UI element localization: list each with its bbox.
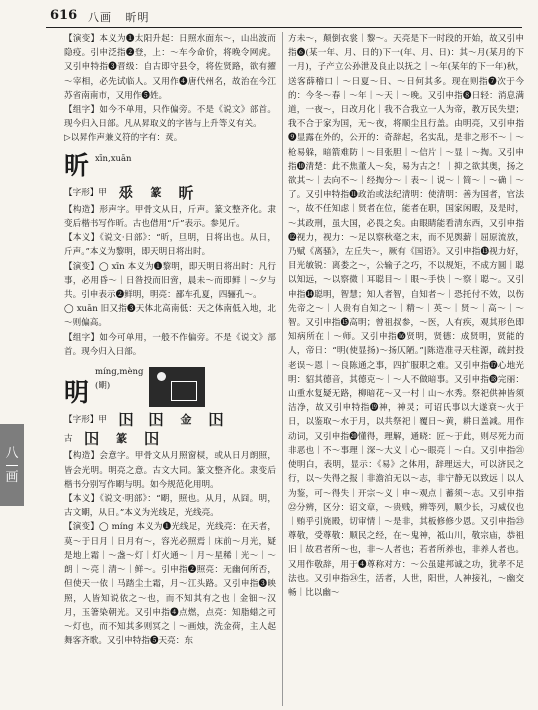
seal-glyph: 昕 (178, 183, 194, 202)
pinyin: xīn,xuān (95, 153, 132, 164)
seal-glyph: 𡆥 (144, 430, 160, 449)
glyph-label: 【字形】甲 (64, 187, 107, 198)
entry-para: 【构造】形声字。甲骨文从日，斤声。篆文整齐化。隶变后楷书写作昕。古也借用“斤”表示。参见斤。 (64, 204, 276, 230)
entry-head-ming (64, 365, 276, 407)
glyph-row (64, 184, 276, 202)
pinyin-text: míng,mèng (95, 367, 144, 378)
headword: 明 (64, 378, 90, 408)
entry-para: 【演变】◯ míng 本义为❶光线足，光线亮：在天者，莫～于日月｜日月有～，容光必照焉｜床前～月光，疑是地上霜｜～盏～灯｜灯火通～｜月～星稀｜光～｜～朗｜～亮｜清～｜鲜～。引申指❷照亮：无幽何所否，但使天一依｜马踏尘土霜，月～江头路。又引申指❸映照，人皆知说依之～也，而不知其有之也｜金钿～汉月，玉箸染朝光。又引申指❹点燃，点亮：知脂蜡之可～灯也，而不知其多则冥之｜～画烛，洗金荷，主人起舞客齐歌。又引申特指❺天亮：东 (64, 522, 276, 647)
glyph-row (64, 411, 276, 429)
pinyin (95, 365, 143, 393)
bronze-glyph: 𡆥 (208, 411, 224, 430)
section-tab-char-1: 八 (5, 445, 19, 461)
seal-label: 篆 (116, 432, 128, 446)
continuation-para: 【组字】如今不单用，只作偏旁。不是《说文》部首。现今归入日部。凡从昇取义的字皆与上升等义有关。 (64, 105, 276, 130)
ancient-glyph: 𡆥 (84, 430, 100, 449)
glyph-label: 古 (64, 434, 73, 445)
glyph-label: 【字形】甲 (64, 415, 107, 426)
variant-form: (朙) (95, 381, 111, 392)
column-divider (282, 32, 283, 706)
glyph-row (64, 430, 276, 448)
oracle-glyph: 𡆥 (118, 411, 134, 430)
entry-para: 【本义】《说文·明部》：“朙，照也。从月，从囧。明，古文朙，从日。”本义为光线足，光线亮。 (64, 494, 276, 519)
headword: 昕 (64, 150, 90, 180)
header-section-label: 八画 (88, 11, 112, 24)
header-entries: 昕明 (125, 11, 150, 24)
illustration-image (149, 367, 205, 407)
section-tab-char-2: 画 (5, 469, 19, 485)
section-tab[interactable] (0, 424, 24, 506)
right-column (288, 32, 524, 600)
bronze-label: 金 (180, 413, 192, 427)
continuation-para: 【演变】本义为❶太阳升起：日照水面东～，山出波而隐疫。引申泛指❷登，上：～车今命价，将晚令网虎。又引申特指❸晋级：自古即守县令，将佐贤路，欲有擢～宰相，必先试临人。又用作❹唐代州名，故治在今江苏省南南市，又用作❺姓。 (64, 34, 276, 101)
window-icon (171, 381, 197, 401)
entry-para: 方未～，颠倒衣裳｜黎～。天亮是下一时段的开始，故又引申指❻(某一年、月、日的)下一(年、月、日)：其～月(某月的下一月)，子产立公孙泄及良止以抚之｜～年(某年的下一年)秋，送客薛稽口｜～日夏～日、～日何其多。现在则指❼次于今的：今冬～春｜～年｜～天｜～晚。又引申指❽日轻：消息满道，一夜～，日改月化｜我不合我立一人为帝，教万民失望；我不合于家为国，无～夜，将顺尘且行盖。由明亮，又引申指❾显露在外的，公开的：奇辞起，名实乱，是非之形不～｜～枪易躲，暗箭难防｜～目张胆｜～信片｜～显｜～掏。又引申指❿清楚：此不焦董人～矣，易为古之！｜抑之欲其奥，扬之欲其～｜去向不～｜经掏分～｜表～｜说～｜简～｜～确｜～了。又引申特指⓫政治或法纪清明：使清明：善为国者，官法～，故不任知虑｜贤者在位，能者在职，国家闲暇，及是时，～其政刑，虽大国，必畏之矣。由眼睛能看清东西，又引申指⓬视力，视力：～足以察秋毫之末，而不见舆薪｜屈原流放，乃赋《离骚》，左丘失～，厥有《国语》。又引申指⓭视力好，目光敏锐：离娄之～，公输子之巧，不以规矩，不成方圆｜聪以知远，～以察微｜耳聪目～｜眼～手快｜～察｜聪～。又引申指⓮聪明，智慧；知人者智，自知者～｜恐托付不效，以伤先帝之～｜人贵有自知之～｜精～｜英～｜贤～｜高～｜～智。又引申指⓯高明；曾祖叔参，～医，人有疾，观其形色即知病所在｜～师。又引申指⓰贤明，贤德：成贤明，贤能的人，帝日：“明(使显扬)～扬仄陋。”|陈造准寻天柱源，疏封投老误～恩｜～良陈通之事，四扩服职之难。又引申指⓱心地光明：貂其德音，其德克～｜～人不做暗事。又引申指⓲完丽：山重水复疑无路，柳暗花～又一村｜山～水秀。祭祀供神皆须洁净，故又引申特指⓳神，神灵；可诏氏事以大遂衰～火于日，以鉴取～水于月，以共祭祀｜覆日～黄，耕日盖减。用作动词，又引申指⓴懂得，理解，通晓：匠～于此，则尽死力而非恶也｜不～事理｜深～大义｜心～眼亮｜～白。又引申指㉑使明白，表明，显示：《易》之体用，辞理远大，可以济民之行，以～失得之报｜非澹泊无以～志，非宁静无以致远｜以人为鉴，可～得失｜开宗～义｜申～观点｜蓄须～志。又引申指㉒分辨，区分：诏文章，～贵贱，辨等列，顺少长，习威仪也｜贿乎引旄殿，切审情｜～是非，其板修修少恩。又引申指㉓尊敬，受尊敬：顺民之经，在～鬼神，祗山川，敬宗庙，恭祖旧｜故君者所～也，非～人者也；若者所养也，非养人者也。又用作敬辞，用于❹尊称对方：～公虽建邦诚之功，犹孝不足法也。又引申指㉔生，活者，人世，阳世，人神接礼，～幽交畅｜比以幽～ (288, 34, 524, 598)
entry-para: 【构造】会意字。甲骨文从月照窗棂，或从日月朗照，皆会光明。明亮之意。古文大同。篆文整齐化。隶变后楷书分别写作朙与明。如今规范化用明。 (64, 451, 276, 490)
entry-para: 【组字】如今可单用，一般不作偏旁。不是《说文》部首。现今归入日部。 (64, 332, 276, 357)
header-rule (46, 27, 522, 28)
entry-para: 【演变】◯ xīn 本义为❶黎明，即天明日将出时：凡行事，必用昏～｜日昝投而旧啻，晨未～而即鲜｜～夕与共。引申表示❷鲜明，明亮：鄙车孔夏，四骊孔～。 (64, 261, 276, 301)
entry-para: 【本义】《说文·日部》：“昕，旦明，日将出也。从日，斤声。”本义为黎明，即天明日将出时。 (64, 233, 276, 258)
seal-label: 篆 (150, 185, 162, 199)
left-column (64, 32, 276, 648)
page-header (0, 0, 538, 26)
moon-icon (157, 372, 166, 381)
continuation-para: ▷以昇作声兼义符的字有：烎。 (64, 133, 183, 144)
section-tab-line (6, 465, 18, 466)
entry-para: ◯ xuān 旧又指❸天体北高南低：天之体南低入地，北～则偏高。 (64, 304, 276, 329)
header-section (88, 9, 150, 25)
entry-head-xin (64, 152, 276, 180)
oracle-glyph: 𡆥 (148, 411, 164, 430)
oracle-glyph: 𠂹 (118, 183, 134, 202)
page-number: 616 (50, 8, 78, 23)
